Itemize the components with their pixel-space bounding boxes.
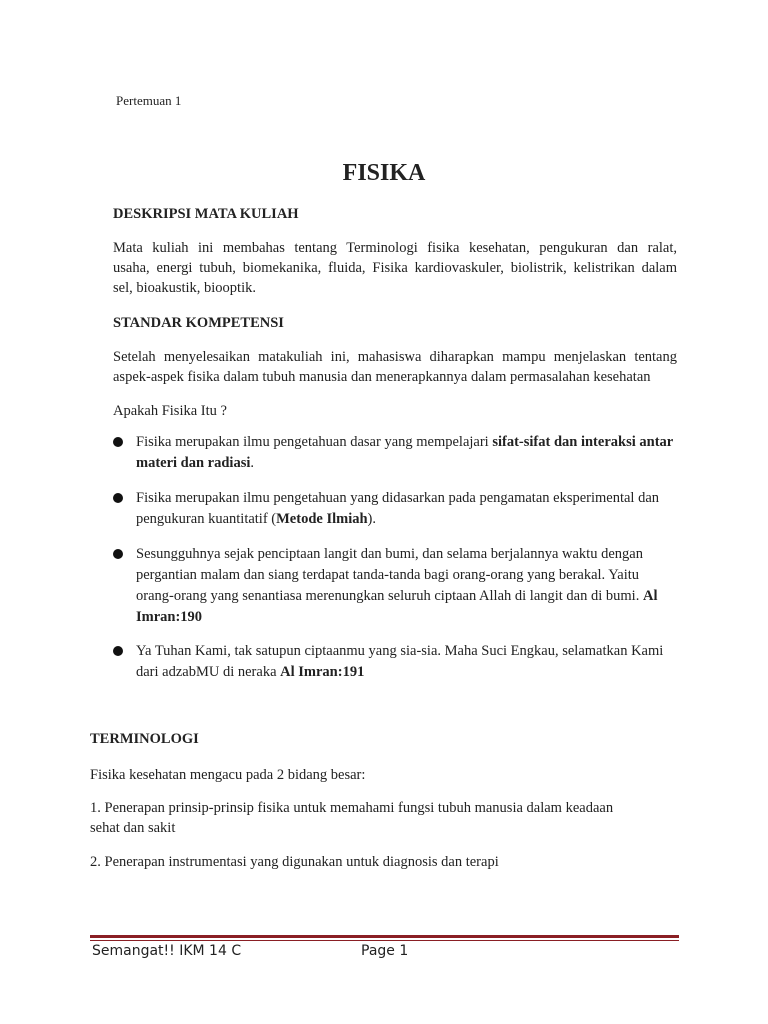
deskripsi-line-3: sel, bioakustik, biooptik. <box>113 280 256 296</box>
bullet-1-text: Fisika merupakan ilmu pengetahuan dasar yang mempelajari <box>136 434 489 450</box>
deskripsi-line-1: Mata kuliah ini membahas tentang Terminologi fisika kesehatan, pengukuran dan ralat, <box>113 240 677 256</box>
section-heading-deskripsi: DESKRIPSI MATA KULIAH <box>113 206 299 222</box>
bullet-2-end: ). <box>367 511 377 527</box>
section-heading-terminologi: TERMINOLOGI <box>90 731 199 747</box>
terminologi-item-2: 2. Penerapan instrumentasi yang digunakan untuk diagnosis dan terapi <box>90 854 499 870</box>
deskripsi-line-2: usaha, energi tubuh, biomekanika, fluida, Fisika kardiovaskuler, biolistrik, kelistrikan dalam <box>113 260 677 276</box>
section-heading-standar: STANDAR KOMPETENSI <box>113 315 284 331</box>
bullet-item-1 <box>136 432 677 474</box>
bullet-3-line-1: Sesungguhnya sejak penciptaan langit dan bumi, dan selama berjalannya waktu dengan <box>136 546 643 562</box>
terminologi-intro: Fisika kesehatan mengacu pada 2 bidang besar: <box>90 767 366 783</box>
footer-divider <box>90 935 679 938</box>
bullet-dot <box>113 549 123 559</box>
terminologi-item-1-line-1: 1. Penerapan prinsip-prinsip fisika untuk memahami fungsi tubuh manusia dalam keadaan <box>90 800 614 816</box>
bullet-item-3 <box>136 544 677 628</box>
bullet-3-text: orang-orang yang senantiasa merenungkan seluruh ciptaan Allah di langit dan di bumi. <box>136 588 640 604</box>
meeting-label: Pertemuan 1 <box>116 93 182 108</box>
terminologi-item-1-line-2: sehat dan sakit <box>90 820 176 836</box>
bullet-2-bold: Metode Ilmiah <box>276 511 368 527</box>
bullet-4-bold: Al Imran:191 <box>280 664 365 680</box>
bullet-dot <box>113 437 123 447</box>
standar-line-1: Setelah menyelesaikan matakuliah ini, mahasiswa diharapkan mampu menjelaskan tentang <box>113 349 677 365</box>
standar-line-2: aspek-aspek fisika dalam tubuh manusia dan menerapkannya dalam permasalahan kesehatan <box>113 369 651 385</box>
terminologi-item-1 <box>90 798 690 838</box>
footer-divider-thin <box>90 940 679 941</box>
bullet-2-text: dan pengukuran kuantitatif ( <box>136 490 660 527</box>
page-title: FISIKA <box>342 160 426 186</box>
bullet-1-bold: sifat-sifat dan interaksi <box>492 434 636 450</box>
bullet-3-line-2: pergantian malam dan siang terdapat tanda-tanda bagi orang-orang yang berakal. Yaitu <box>136 567 640 583</box>
bullet-1-end: . <box>250 455 255 471</box>
deskripsi-paragraph <box>113 238 677 298</box>
bullet-4-text: Kami dari adzabMU di neraka <box>136 643 664 680</box>
bullet-3-bold-2: Imran:190 <box>136 609 203 625</box>
bullet-item-2 <box>136 488 677 530</box>
page-number: Page 1 <box>361 943 409 959</box>
standar-paragraph <box>113 347 677 387</box>
footer-text: Semangat!! IKM 14 C <box>92 943 242 959</box>
bullet-dot <box>113 493 123 503</box>
bullet-1-bold-2: antar materi dan radiasi <box>136 434 673 471</box>
bullet-3-bold: Al <box>642 588 658 604</box>
question-text: Apakah Fisika Itu ? <box>113 403 227 419</box>
bullet-4-line-1: Ya Tuhan Kami, tak satupun ciptaanmu yang sia-sia. Maha Suci Engkau, selamatkan <box>136 643 628 659</box>
bullet-item-4 <box>136 641 677 683</box>
bullet-dot <box>113 646 123 656</box>
bullet-2-line-1: Fisika merupakan ilmu pengetahuan yang didasarkan pada pengamatan eksperimental <box>136 490 635 506</box>
